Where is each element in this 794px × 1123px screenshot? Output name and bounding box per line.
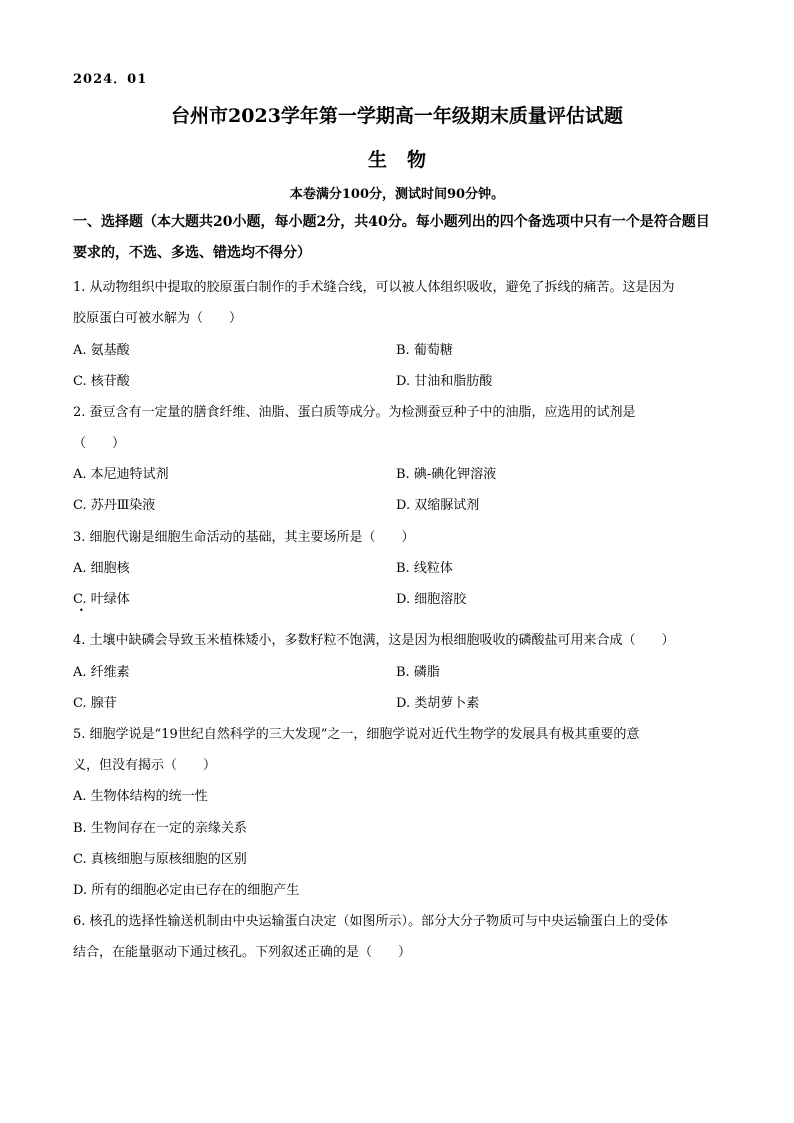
question-4-option-d: D. 类胡萝卜素 [396,696,480,711]
question-4-option-a: A. 纤维素 [73,665,130,680]
question-1-line-1: 1. 从动物组织中提取的胶原蛋白制作的手术缝合线，可以被人体组织吸收，避免了拆线的痛苦。这是因为 [73,280,675,295]
question-1-line-2: 胶原蛋白可被水解为（ ） [73,311,243,326]
exam-title: 台州市2023学年第一学期高一年级期末质量评估试题 [171,105,623,127]
question-3-option-c: C. 叶绿体 [73,592,130,607]
question-3-line-1: 3. 细胞代谢是细胞生命活动的基础，其主要场所是（ ） [73,530,415,545]
exam-subject: 生物 [367,149,446,171]
question-5-option-b: B. 生物间存在一定的亲缘关系 [73,821,247,836]
section-heading: 一、选择题（本大题共20小题，每小题2分，共40分。每小题列出的四个备选项中只有一个是符合题目要求的，不选、多选、错选均不得分） [73,214,710,261]
question-2-line-1: 2. 蚕豆含有一定量的膳食纤维、油脂、蛋白质等成分。为检测蚕豆种子中的油脂，应选用的试剂是 [73,405,636,420]
question-6-line-1: 6. 核孔的选择性输送机制由中央运输蛋白决定（如图所示）。部分大分子物质可与中央运输蛋白上的受体 [73,914,669,929]
question-5-option-d: D. 所有的细胞必定由已存在的细胞产生 [73,883,300,898]
question-5-option-c: C. 真核细胞与原核细胞的区别 [73,852,247,867]
question-3-option-b: B. 线粒体 [396,561,453,576]
question-4-option-c: C. 腺苷 [73,696,117,711]
question-3-option-a: A. 细胞核 [73,561,130,576]
question-4-line-1: 4. 土壤中缺磷会导致玉米植株矮小，多数籽粒不饱满，这是因为根细胞吸收的磷酸盐可用来合成（ ） [73,633,675,648]
question-1-option-d: D. 甘油和脂肪酸 [396,374,493,389]
question-1-option-b: B. 葡萄糖 [396,343,453,358]
question-1-option-a: A. 氨基酸 [73,343,130,358]
exam-note: 本卷满分100分，测试时间90分钟。 [289,187,505,202]
question-6-line-2: 结合，在能量驱动下通过核孔。下列叙述正确的是（ ） [73,945,412,960]
exam-date: 2024．01 [73,72,148,87]
question-1-option-c: C. 核苷酸 [73,374,130,389]
question-3-option-d: D. 细胞溶胶 [396,592,467,607]
stray-dot: • [79,606,84,615]
question-2-option-d: D. 双缩脲试剂 [396,498,480,513]
question-2-option-b: B. 碘-碘化钾溶液 [396,467,497,482]
question-5-line-2: 义，但没有揭示（ ） [73,758,217,773]
question-2-option-c: C. 苏丹Ⅲ染液 [73,498,156,513]
question-2-line-2: （ ） [73,436,126,451]
question-2-option-a: A. 本尼迪特试剂 [73,467,169,482]
question-5-line-1: 5. 细胞学说是“19世纪自然科学的三大发现”之一，细胞学说对近代生物学的发展具有极其重要的意 [73,727,640,742]
question-5-option-a: A. 生物体结构的统一性 [73,789,208,804]
question-4-option-b: B. 磷脂 [396,665,440,680]
